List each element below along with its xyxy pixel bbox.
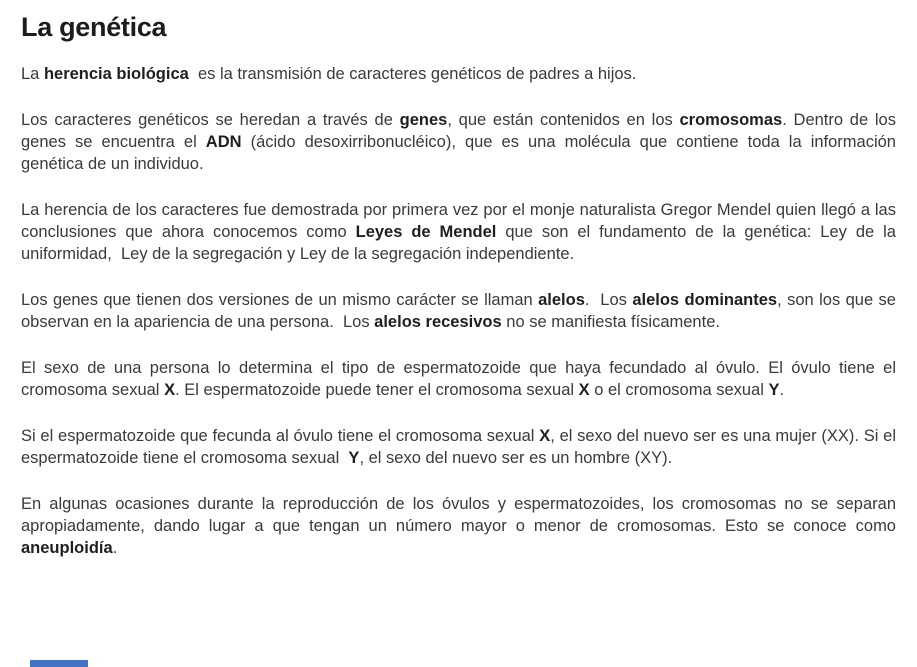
text-run: (ácido desoxirribonucléico), que es una molécula que contiene toda la información genética de un individuo. bbox=[21, 133, 901, 173]
bold-term: aneuploidía bbox=[21, 539, 113, 557]
text-run: , son los que se observan en la apariencia de una persona. Los bbox=[21, 291, 901, 331]
paragraph bbox=[21, 199, 901, 265]
text-run: , que están contenidos en los bbox=[447, 111, 680, 129]
paragraph bbox=[21, 493, 901, 559]
bold-term: herencia biológica bbox=[43, 65, 189, 83]
paragraph bbox=[21, 425, 901, 469]
text-run: Los genes que tienen dos versiones de un mismo carácter se llaman bbox=[21, 291, 539, 309]
text-run: , el sexo del nuevo ser es un hombre (XY). bbox=[359, 449, 673, 467]
page-title: La genética bbox=[21, 12, 167, 42]
bold-term: Leyes de Mendel bbox=[355, 223, 497, 241]
text-run: o el cromosoma sexual bbox=[589, 381, 769, 399]
paragraph bbox=[21, 289, 901, 333]
bold-term: genes bbox=[399, 111, 448, 129]
text-run: El sexo de una persona lo determina el tipo de espermatozoide que haya fecundado al óvulo. El óvulo tiene el cromosoma sexual bbox=[21, 359, 901, 399]
bold-term: cromosomas bbox=[679, 111, 783, 129]
text-run: En algunas ocasiones durante la reproducción de los óvulos y espermatozoides, los cromosomas no se separan apropiadamente, dando lugar a que tengan un número mayor o menor de cromosomas. Esto se conoce como bbox=[21, 495, 901, 535]
bold-term: X bbox=[164, 381, 176, 399]
bold-term: alelos bbox=[538, 291, 585, 309]
text-run: . Los bbox=[584, 291, 633, 309]
bold-term: Y bbox=[348, 449, 360, 467]
bold-term: X bbox=[578, 381, 590, 399]
bold-term: Y bbox=[768, 381, 780, 399]
bold-term: alelos recesivos bbox=[374, 313, 502, 331]
text-run: La bbox=[21, 65, 44, 83]
text-run: no se manifiesta físicamente. bbox=[501, 313, 720, 331]
text-run: . bbox=[779, 381, 785, 399]
cutoff-element-fragment bbox=[30, 660, 88, 667]
document-body bbox=[21, 63, 901, 559]
bold-term: X bbox=[539, 427, 551, 445]
text-run: que son el fundamento de la genética: Ley de la uniformidad, Ley de la segregación y Ley de la segregación independiente. bbox=[21, 223, 901, 263]
paragraph bbox=[21, 357, 901, 401]
text-run: La herencia de los caracteres fue demostrada por primera vez por el monje naturalista Gregor Mendel quien llegó a las conclusiones que ahora conocemos como bbox=[21, 201, 901, 241]
paragraph bbox=[21, 63, 896, 85]
text-run: es la transmisión de caracteres genéticos de padres a hijos. bbox=[188, 65, 637, 83]
text-run: . Dentro de los genes se encuentra el bbox=[21, 111, 901, 151]
bold-term: alelos dominantes bbox=[632, 291, 778, 309]
text-run: . El espermatozoide puede tener el cromosoma sexual bbox=[175, 381, 579, 399]
text-run: . bbox=[112, 539, 118, 557]
text-run: Si el espermatozoide que fecunda al óvulo tiene el cromosoma sexual bbox=[21, 427, 540, 445]
text-run: , el sexo del nuevo ser es una mujer (XX). Si el espermatozoide tiene el cromosoma sexual bbox=[21, 427, 901, 467]
text-run: Los caracteres genéticos se heredan a través de bbox=[21, 111, 400, 129]
bold-term: ADN bbox=[205, 133, 242, 151]
paragraph bbox=[21, 109, 901, 175]
